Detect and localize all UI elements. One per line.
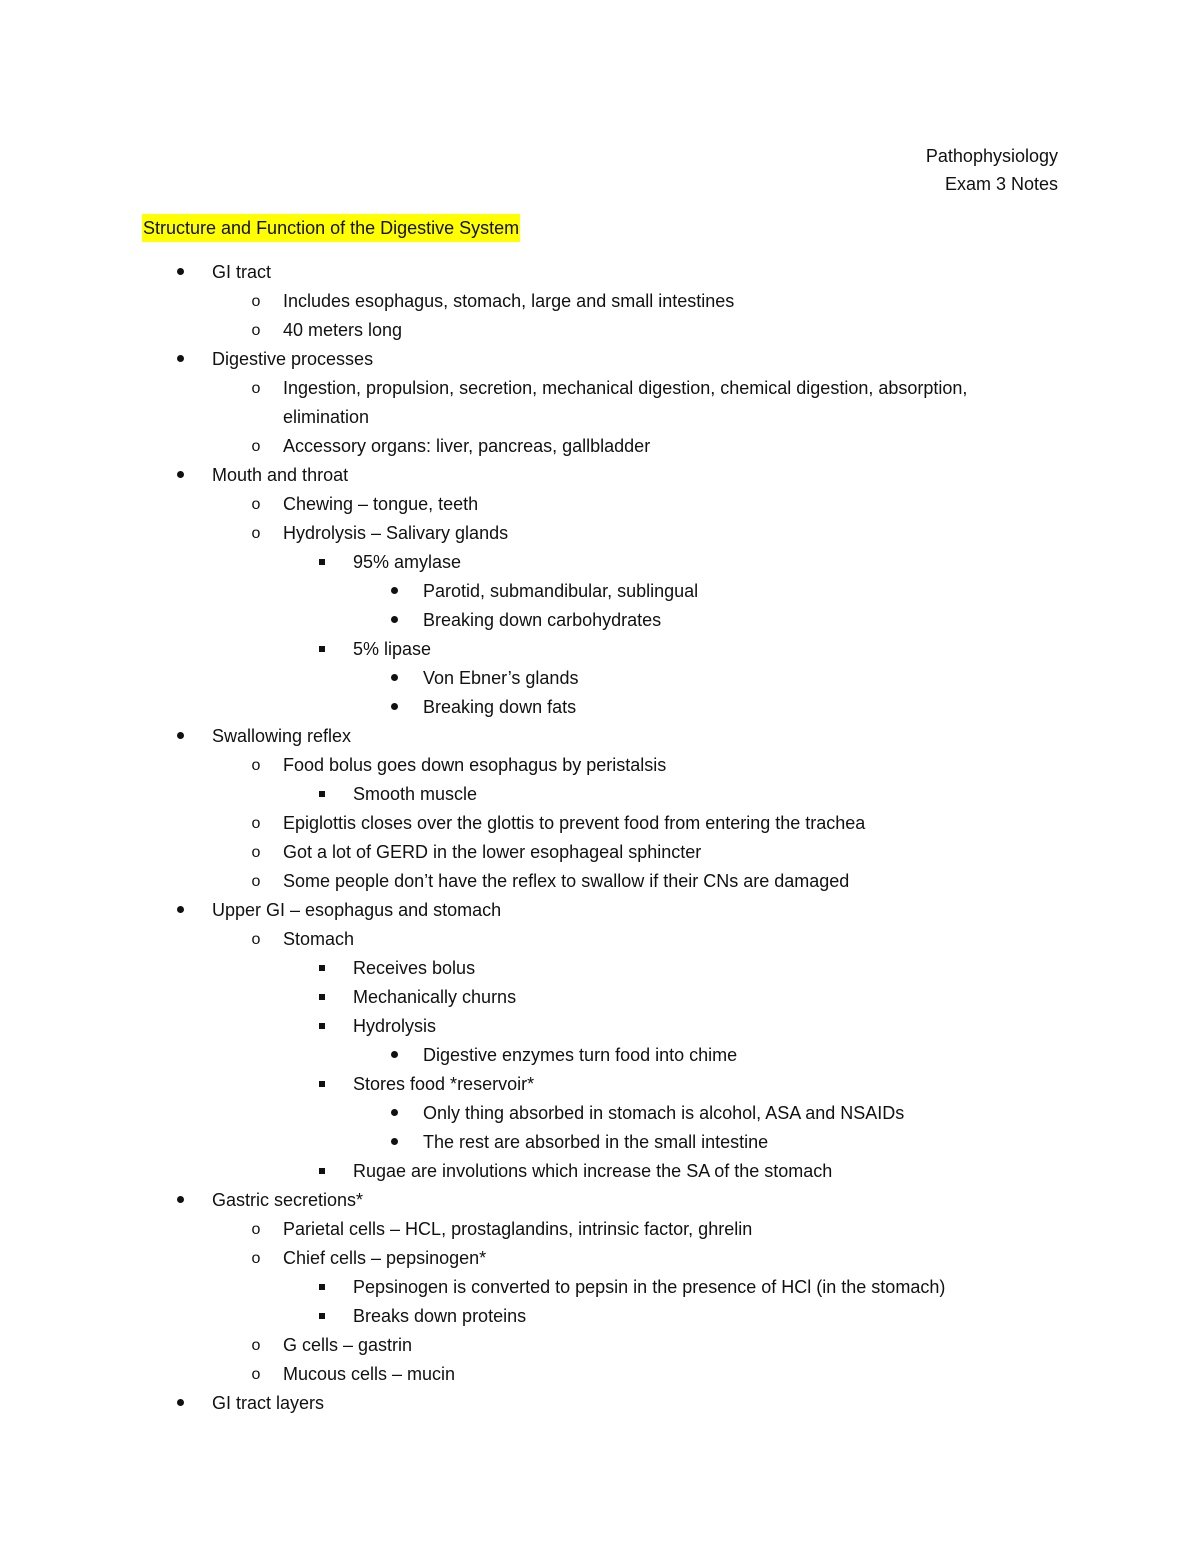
outline-item-level-1 <box>0 1389 1200 1418</box>
circle-bullet-icon: o <box>251 1366 261 1383</box>
outline-item-level-4 <box>0 577 1200 606</box>
outline-item-text: Breaking down carbohydrates <box>423 610 662 630</box>
outline-item-level-1 <box>0 345 1200 374</box>
outline-item-text: Digestive enzymes turn food into chime <box>423 1045 738 1065</box>
bullet-icon <box>170 345 190 374</box>
square-bullet-icon <box>312 983 332 1012</box>
outline-item-text: Food bolus goes down esophagus by peristalsis <box>283 755 667 775</box>
course-title: Pathophysiology <box>925 146 1058 166</box>
outline-item-level-2 <box>0 838 1200 867</box>
outline-item-level-2 <box>0 751 1200 780</box>
section-heading-highlighted: Structure and Function of the Digestive System <box>142 214 520 242</box>
outline-item-text: 5% lipase <box>353 639 432 659</box>
bullet-icon <box>384 606 404 635</box>
outline-item-text: GI tract layers <box>212 1393 325 1413</box>
outline-item-text: Epiglottis closes over the glottis to prevent food from entering the trachea <box>283 813 866 833</box>
outline-item-level-3 <box>0 780 1200 809</box>
square-bullet-icon <box>312 1070 332 1099</box>
outline-item-text: Mouth and throat <box>212 465 349 485</box>
square-bullet-icon <box>312 1273 332 1302</box>
outline-item-level-2 <box>0 519 1200 548</box>
outline-item-text: Gastric secretions* <box>212 1190 364 1210</box>
circle-bullet-icon: o <box>251 1337 261 1354</box>
outline-item-level-2 <box>0 490 1200 519</box>
outline-item-text: Got a lot of GERD in the lower esophageal sphincter <box>283 842 702 862</box>
bullet-icon <box>384 577 404 606</box>
circle-bullet-icon: o <box>251 293 261 310</box>
square-bullet-icon <box>312 635 332 664</box>
circle-bullet-icon: o <box>251 380 261 397</box>
bullet-icon <box>170 258 190 287</box>
circle-bullet-icon: o <box>251 757 261 774</box>
outline-item-level-4 <box>0 1041 1200 1070</box>
square-bullet-icon <box>312 1302 332 1331</box>
circle-bullet-icon: o <box>251 1250 261 1267</box>
bullet-icon <box>170 461 190 490</box>
circle-bullet-icon: o <box>251 525 261 542</box>
outline-item-text: Ingestion, propulsion, secretion, mechanical digestion, chemical digestion, absorption, <box>283 378 968 398</box>
outline-item-level-4 <box>0 693 1200 722</box>
square-bullet-icon <box>312 780 332 809</box>
outline-item-level-1 <box>0 896 1200 925</box>
outline-item-level-3 <box>0 1302 1200 1331</box>
outline-item-level-4 <box>0 664 1200 693</box>
square-bullet-icon <box>312 548 332 577</box>
outline-item-text: elimination <box>283 407 370 427</box>
outline-item-level-3 <box>0 1273 1200 1302</box>
outline-item-text: Receives bolus <box>353 958 476 978</box>
outline-item-level-2 <box>0 403 1200 432</box>
outline-item-text: Stores food *reservoir* <box>353 1074 535 1094</box>
outline-item-text: 40 meters long <box>283 320 403 340</box>
circle-bullet-icon: o <box>251 496 261 513</box>
outline-item-level-2 <box>0 287 1200 316</box>
circle-bullet-icon: o <box>251 1221 261 1238</box>
circle-bullet-icon: o <box>251 931 261 948</box>
outline-item-level-3 <box>0 1157 1200 1186</box>
circle-bullet-icon: o <box>251 815 261 832</box>
bullet-icon <box>384 1041 404 1070</box>
outline-item-text: Parietal cells – HCL, prostaglandins, intrinsic factor, ghrelin <box>283 1219 753 1239</box>
circle-bullet-icon: o <box>251 438 261 455</box>
outline-item-text: G cells – gastrin <box>283 1335 413 1355</box>
outline-item-level-4 <box>0 1128 1200 1157</box>
bullet-icon <box>170 1389 190 1418</box>
outline-item-text: Accessory organs: liver, pancreas, gallbladder <box>283 436 651 456</box>
bullet-icon <box>384 1128 404 1157</box>
outline-item-level-1 <box>0 1186 1200 1215</box>
outline-item-level-2 <box>0 925 1200 954</box>
outline-item-text: Includes esophagus, stomach, large and small intestines <box>283 291 735 311</box>
outline-item-text: Chief cells – pepsinogen* <box>283 1248 487 1268</box>
outline-item-level-2 <box>0 432 1200 461</box>
outline-item-text: Stomach <box>283 929 355 949</box>
outline-item-text: Hydrolysis <box>353 1016 437 1036</box>
outline-item-level-3 <box>0 983 1200 1012</box>
outline-item-level-2 <box>0 1331 1200 1360</box>
outline-item-text: Breaks down proteins <box>353 1306 527 1326</box>
outline-item-level-4 <box>0 606 1200 635</box>
bullet-icon <box>384 693 404 722</box>
outline-item-text: Smooth muscle <box>353 784 478 804</box>
outline-item-level-3 <box>0 1012 1200 1041</box>
outline-item-text: The rest are absorbed in the small intestine <box>423 1132 769 1152</box>
outline-item-text: Only thing absorbed in stomach is alcohol, ASA and NSAIDs <box>423 1103 905 1123</box>
outline-item-text: Digestive processes <box>212 349 374 369</box>
outline-item-text: Chewing – tongue, teeth <box>283 494 479 514</box>
circle-bullet-icon: o <box>251 873 261 890</box>
outline-item-text: Some people don’t have the reflex to swallow if their CNs are damaged <box>283 871 850 891</box>
bullet-icon <box>384 664 404 693</box>
circle-bullet-icon: o <box>251 322 261 339</box>
outline-item-text: Mechanically churns <box>353 987 517 1007</box>
outline-item-level-2 <box>0 1244 1200 1273</box>
square-bullet-icon <box>312 1157 332 1186</box>
outline-item-level-2 <box>0 1360 1200 1389</box>
outline-item-text: Breaking down fats <box>423 697 577 717</box>
outline-item-level-3 <box>0 635 1200 664</box>
outline-item-level-3 <box>0 954 1200 983</box>
outline-item-text: GI tract <box>212 262 272 282</box>
outline-item-text: Hydrolysis – Salivary glands <box>283 523 509 543</box>
outline-item-level-2 <box>0 1215 1200 1244</box>
outline-item-level-2 <box>0 316 1200 345</box>
outline-item-level-1 <box>0 722 1200 751</box>
outline-item-text: Swallowing reflex <box>212 726 352 746</box>
outline-item-text: Pepsinogen is converted to pepsin in the presence of HCl (in the stomach) <box>353 1277 946 1297</box>
outline-item-level-4 <box>0 1099 1200 1128</box>
circle-bullet-icon: o <box>251 844 261 861</box>
exam-title: Exam 3 Notes <box>944 174 1058 194</box>
outline-item-text: Mucous cells – mucin <box>283 1364 456 1384</box>
outline-item-level-3 <box>0 548 1200 577</box>
bullet-icon <box>170 1186 190 1215</box>
outline-item-text: Rugae are involutions which increase the SA of the stomach <box>353 1161 833 1181</box>
outline-item-level-1 <box>0 461 1200 490</box>
outline-item-level-3 <box>0 1070 1200 1099</box>
outline-item-text: 95% amylase <box>353 552 462 572</box>
outline-item-level-1 <box>0 258 1200 287</box>
outline-item-level-2 <box>0 867 1200 896</box>
square-bullet-icon <box>312 1012 332 1041</box>
square-bullet-icon <box>312 954 332 983</box>
outline-item-text: Parotid, submandibular, sublingual <box>423 581 699 601</box>
bullet-icon <box>170 896 190 925</box>
notes-outline <box>0 258 1200 1418</box>
bullet-icon <box>384 1099 404 1128</box>
outline-item-text: Von Ebner’s glands <box>423 668 579 688</box>
outline-item-level-2 <box>0 809 1200 838</box>
bullet-icon <box>170 722 190 751</box>
outline-item-text: Upper GI – esophagus and stomach <box>212 900 502 920</box>
outline-item-level-2 <box>0 374 1200 403</box>
